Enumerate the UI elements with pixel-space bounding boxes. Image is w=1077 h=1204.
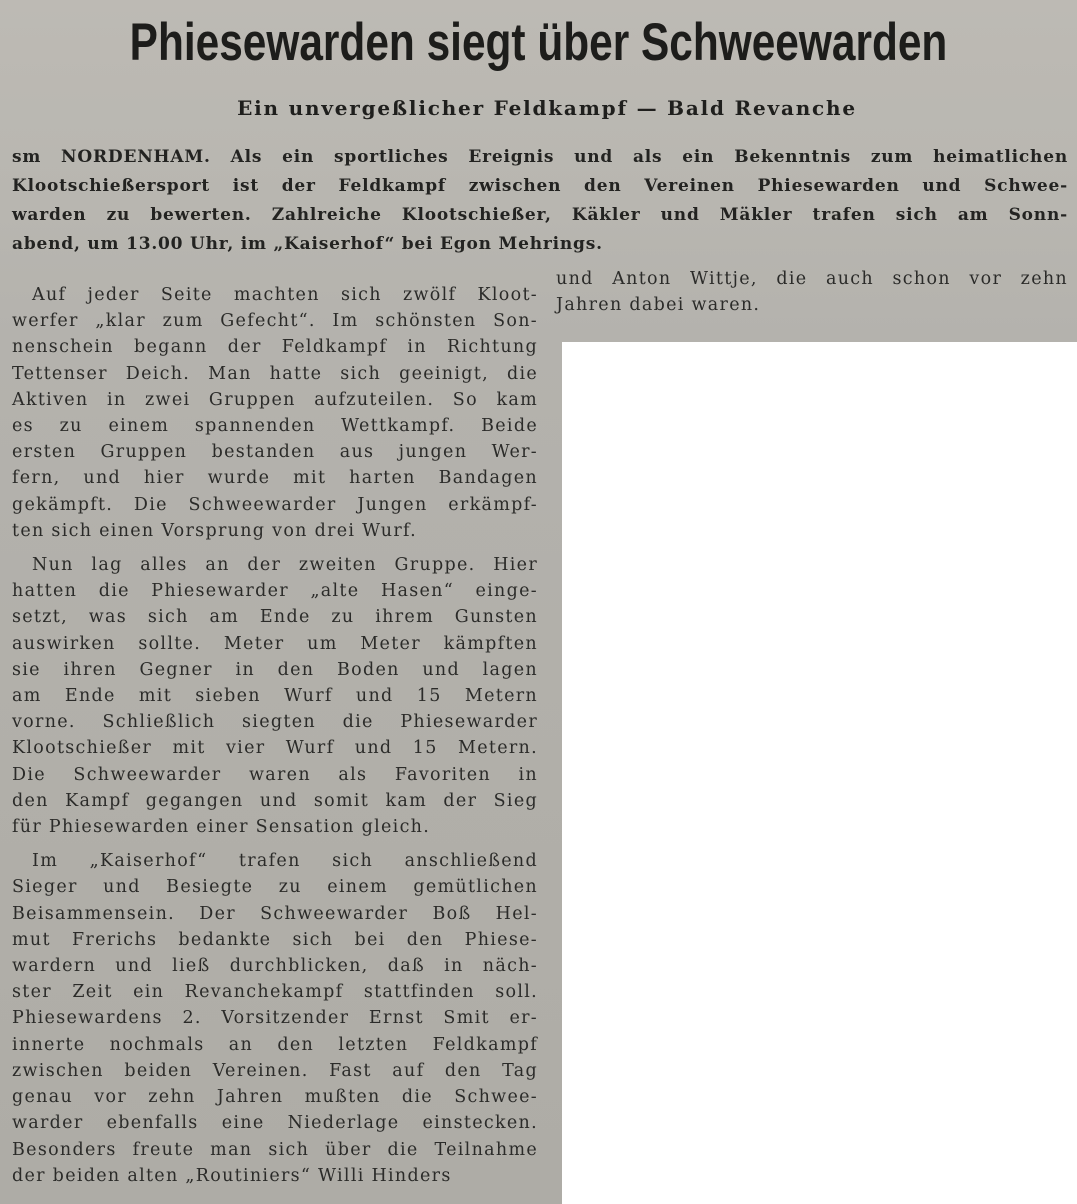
text-line: vorne. Schließlich siegten die Phiesewarder — [12, 712, 538, 733]
text-line: Jahren dabei waren. — [556, 295, 761, 316]
text-line: Im „Kaiserhof“ trafen sich anschließend — [32, 851, 538, 872]
text-line: den Kampf gegangen und somit kam der Sieg — [12, 790, 538, 811]
text-line: wardern und ließ durchblicken, daß in näch- — [12, 956, 538, 977]
text-line: nenschein begann der Feldkampf in Richtung — [12, 337, 538, 358]
text-line: Sieger und Besiegte zu einem gemütlichen — [12, 877, 538, 898]
paragraph-gap — [12, 840, 538, 848]
text-line: Phiesewardens 2. Vorsitzender Ernst Smit er- — [12, 1008, 538, 1029]
text-line: mut Frerichs bedankte sich bei den Phiese- — [12, 929, 538, 950]
text-line: genau vor zehn Jahren mußten die Schwee- — [12, 1087, 538, 1108]
article-column-left — [12, 282, 538, 1189]
text-line: werfer „klar zum Gefecht“. Im schönsten Son- — [12, 311, 538, 332]
lead-line: warden zu bewerten. Zahlreiche Klootschießer, Käkler und Mäkler trafen sich am Sonn- — [12, 205, 1068, 225]
article-column-right — [556, 266, 1068, 318]
blank-area — [562, 342, 1077, 1204]
text-line: gekämpft. Die Schweewarder Jungen erkämpf- — [12, 494, 538, 515]
text-line: ster Zeit ein Revanchekampf stattfinden soll. — [12, 982, 538, 1003]
text-line: am Ende mit sieben Wurf und 15 Metern — [12, 686, 538, 707]
article-lead — [12, 143, 1068, 259]
text-line: Beisammensein. Der Schweewarder Boß Hel- — [12, 903, 538, 924]
text-line: Die Schweewarder waren als Favoriten in — [12, 764, 538, 785]
text-line: fern, und hier wurde mit harten Bandagen — [12, 468, 538, 489]
paragraph — [12, 848, 538, 1189]
text-line: ten sich einen Vorsprung von drei Wurf. — [12, 520, 418, 541]
text-line: setzt, was sich am Ende zu ihrem Gunsten — [12, 607, 538, 628]
text-line: warder ebenfalls eine Niederlage einstecken. — [12, 1113, 538, 1134]
text-line: für Phiesewarden einer Sensation gleich. — [12, 817, 431, 838]
article-headline: Phiesewarden siegt über Schweewarden — [129, 13, 948, 72]
text-line: zwischen beiden Vereinen. Fast auf den Tag — [12, 1060, 538, 1081]
text-line: hatten die Phiesewarder „alte Hasen“ einge- — [12, 581, 538, 602]
article-subheadline: Ein unvergeßlicher Feldkampf — Bald Revanche — [237, 96, 857, 120]
text-line: innerte nochmals an den letzten Feldkampf — [12, 1034, 538, 1055]
paragraph — [12, 552, 538, 840]
text-line: Tettenser Deich. Man hatte sich geeinigt, die — [12, 363, 538, 384]
paragraph-gap — [12, 544, 538, 552]
lead-line: Klootschießersport ist der Feldkampf zwischen den Vereinen Phiesewarden und Schwee- — [12, 176, 1068, 196]
text-line: Besonders freute man sich über die Teilnahme — [12, 1139, 538, 1160]
text-line: auswirken sollte. Meter um Meter kämpften — [12, 633, 538, 654]
lead-line: abend, um 13.00 Uhr, im „Kaiserhof“ bei Egon Mehrings. — [12, 234, 603, 254]
text-line: Klootschießer mit vier Wurf und 15 Metern. — [12, 738, 538, 759]
text-line: der beiden alten „Routiniers“ Willi Hinders — [12, 1165, 452, 1186]
text-line: es zu einem spannenden Wettkampf. Beide — [12, 416, 538, 437]
lead-line: sm NORDENHAM. Als ein sportliches Ereignis und als ein Bekenntnis zum heimatlichen — [12, 147, 1068, 167]
text-line: sie ihren Gegner in den Boden und lagen — [12, 659, 538, 680]
text-line: Auf jeder Seite machten sich zwölf Kloot- — [32, 285, 538, 305]
text-line: Nun lag alles an der zweiten Gruppe. Hier — [32, 555, 538, 576]
text-line: ersten Gruppen bestanden aus jungen Wer- — [12, 442, 538, 463]
paragraph — [12, 282, 538, 544]
text-line: und Anton Wittje, die auch schon vor zehn — [556, 269, 1068, 289]
text-line: Aktiven in zwei Gruppen aufzuteilen. So kam — [12, 389, 538, 410]
